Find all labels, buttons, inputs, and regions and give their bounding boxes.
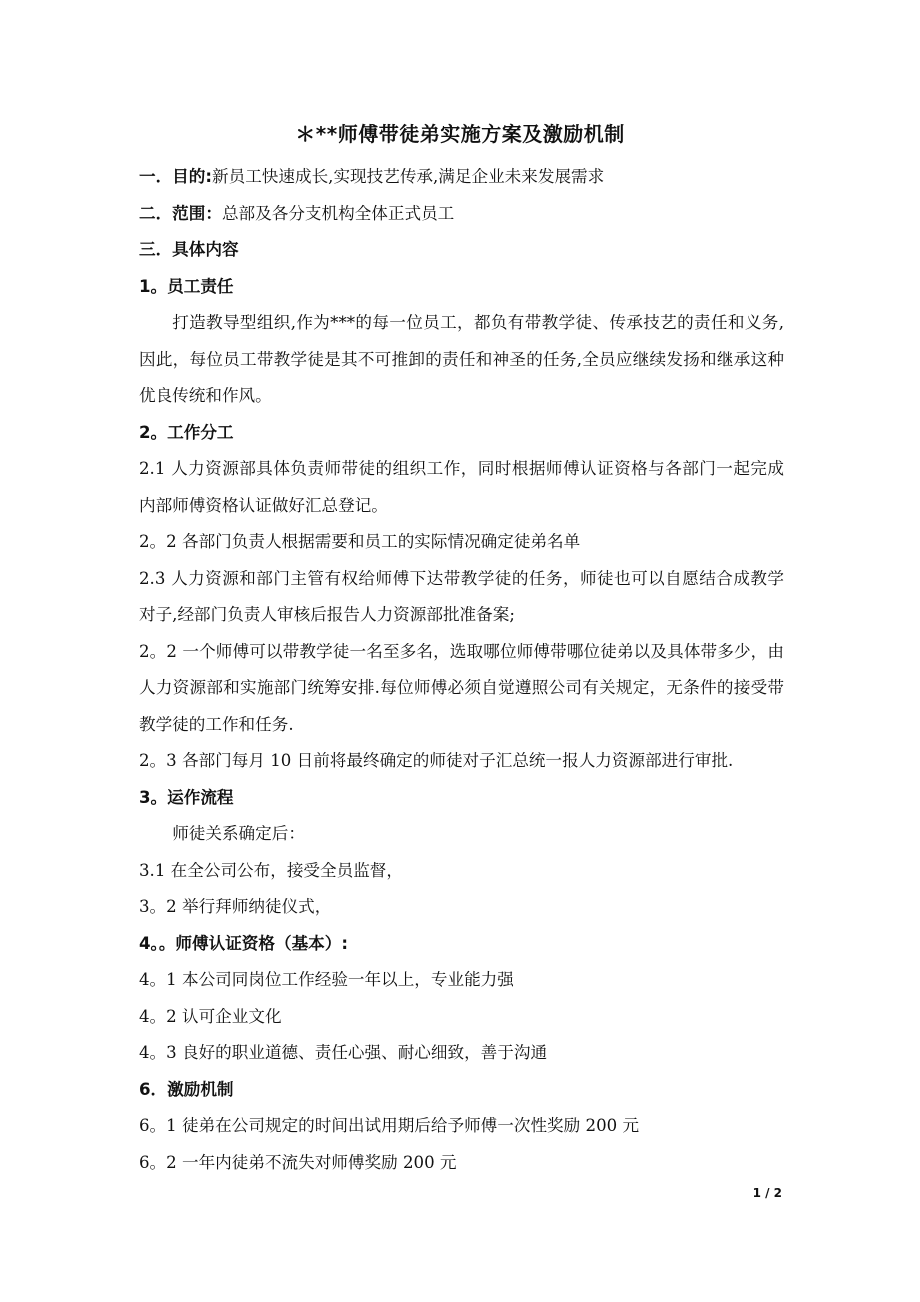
page-number: 1 / 2 [752,1186,782,1200]
section-content-heading: 三．具体内容 [139,240,239,259]
paragraph-responsibility: 打造教导型组织,作为***的每一位员工，都负有带教学徒、传承技艺的责任和义务,因此，每位员工带教学徒是其不可推卸的责任和神圣的任务,全员应继续发扬和继承这种优良传统和作风。 [139,313,784,405]
list-item: 4。3 良好的职业道德、责任心强、耐心细致，善于沟通 [139,1043,548,1062]
section-purpose [139,159,784,196]
section-purpose-text: 新员工快速成长,实现技艺传承,满足企业未来发展需求 [212,167,605,186]
sub-heading-qualification: 4。。师傅认证资格（基本）: [139,933,349,953]
sub-heading-process: 3。运作流程 [139,787,234,807]
list-item: 2.3 人力资源和部门主管有权给师傅下达带教学徒的任务，师徒也可以自愿结合成教学对子,经部门负责人审核后报告人力资源部批准备案; [139,568,784,624]
list-item: 3。2 举行拜师纳徒仪式， [139,897,332,916]
section-scope [139,196,784,233]
list-item: 6。2 一年内徒弟不流失对师傅奖励 200 元 [139,1152,457,1172]
document-body [139,159,784,1181]
section-scope-label: 二．范围： [139,203,222,223]
list-item: 2。2 一个师傅可以带教学徒一名至多名，选取哪位师傅带哪位徒弟以及具体带多少，由人力资源部和实施部门统筹安排.每位师傅必须自觉遵照公司有关规定，无条件的接受带教学徒的工作和任务. [139,641,784,734]
sub-heading-responsibility: 1。员工责任 [139,276,234,296]
process-intro: 师徒关系确定后： [172,824,305,843]
sub-heading-incentive: 6．激励机制 [139,1079,234,1099]
list-item: 2.1 人力资源部具体负责师带徒的组织工作，同时根据师傅认证资格与各部门一起完成内部师傅资格认证做好汇总登记。 [139,459,784,515]
list-item: 3.1 在全公司公布，接受全员监督， [139,860,403,880]
sub-heading-division: 2。工作分工 [139,422,234,442]
list-item: 2。3 各部门每月 10 日前将最终确定的师徒对子汇总统一报人力资源部进行审批. [139,751,734,770]
section-scope-text: 总部及各分支机构全体正式员工 [221,203,455,223]
document-title: ＊**师傅带徒弟实施方案及激励机制 [295,122,625,146]
list-item: 4。1 本公司同岗位工作经验一年以上，专业能力强 [139,970,514,989]
list-item: 6。1 徒弟在公司规定的时间出试用期后给予师傅一次性奖励 200 元 [139,1116,640,1135]
list-item: 2。2 各部门负责人根据需要和员工的实际情况确定徒弟名单 [139,532,581,551]
list-item: 4。2 认可企业文化 [139,1006,282,1026]
section-purpose-label: 一．目的: [139,167,213,186]
